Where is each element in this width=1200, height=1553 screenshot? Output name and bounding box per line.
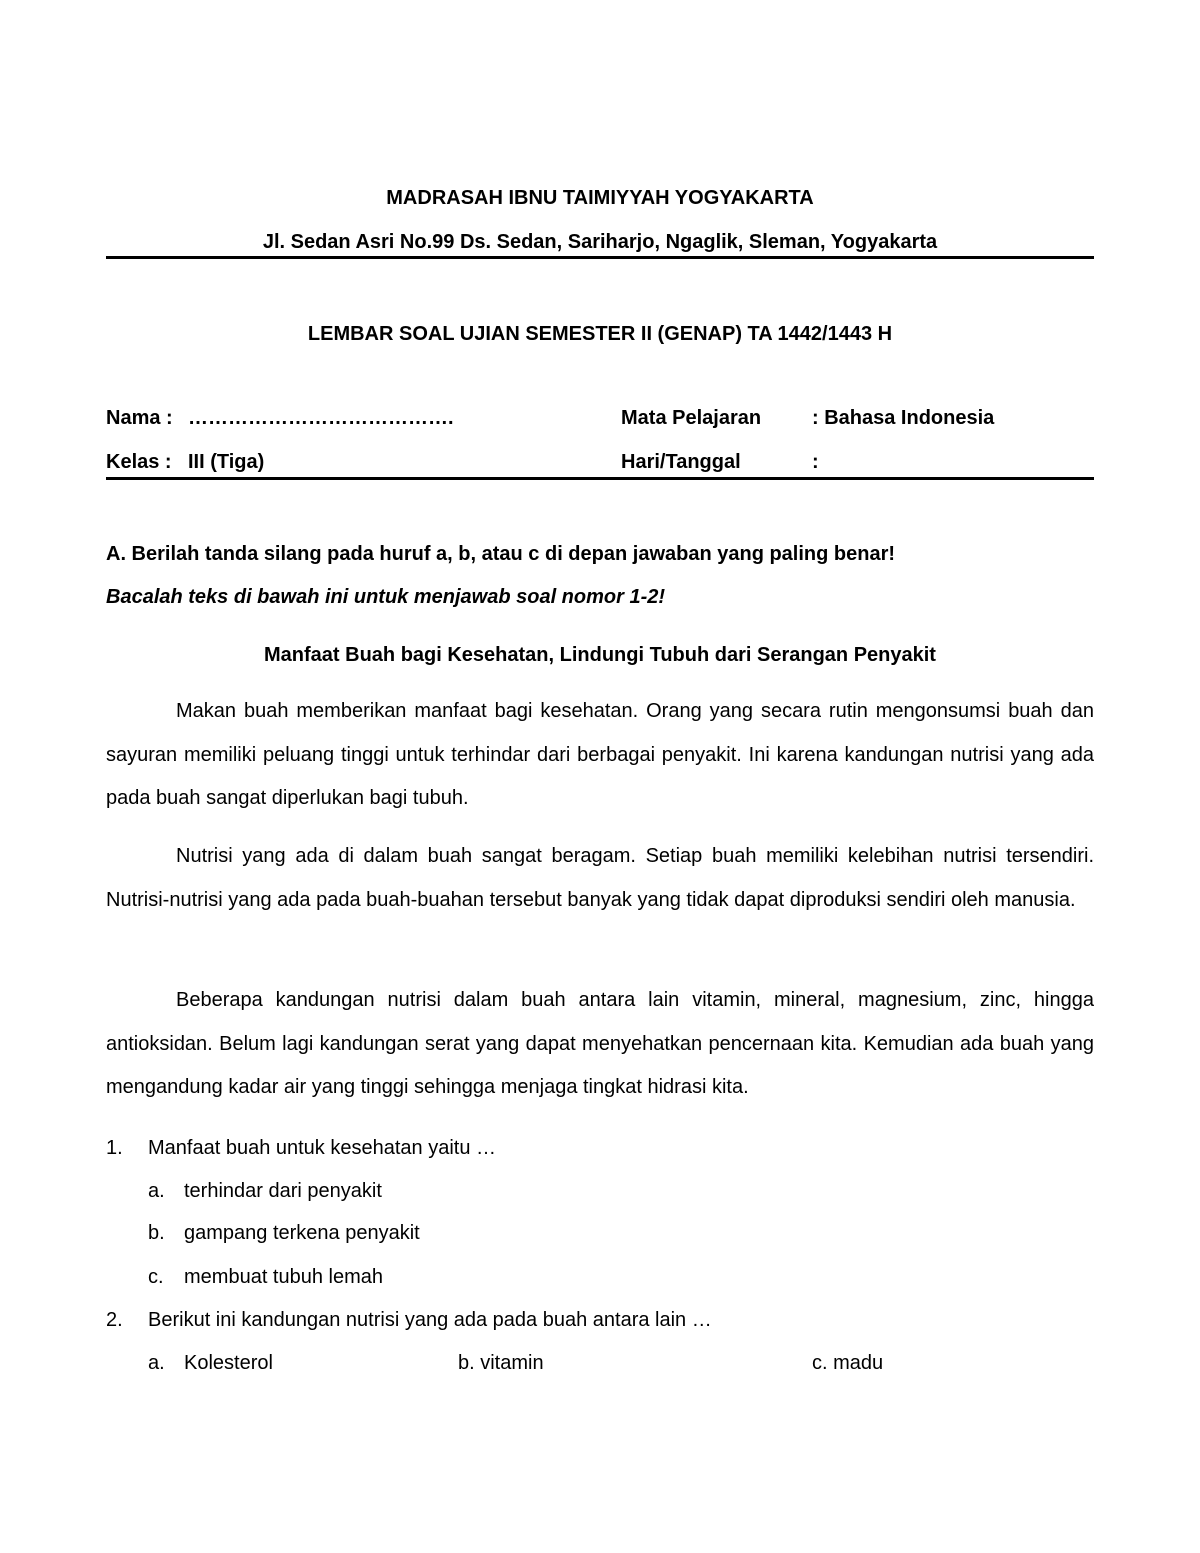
section-a-instruction: A. Berilah tanda silang pada huruf a, b, atau c di depan jawaban yang paling benar! — [106, 543, 896, 565]
passage-paragraph-1 — [106, 690, 1094, 821]
passage-paragraph-3 — [106, 979, 1094, 1110]
mapel-value: : Bahasa Indonesia — [812, 407, 995, 429]
question-number: 1. — [106, 1137, 123, 1159]
passage-title: Manfaat Buah bagi Kesehatan, Lindungi Tubuh dari Serangan Penyakit — [264, 644, 936, 666]
nama-value: …………………………………. — [188, 407, 454, 429]
option-letter: c. — [148, 1266, 164, 1288]
option-text: c. madu — [812, 1352, 884, 1374]
hari-label: Hari/Tanggal — [621, 451, 741, 473]
school-name: MADRASAH IBNU TAIMIYYAH YOGYAKARTA — [386, 187, 814, 209]
reading-note: Bacalah teks di bawah ini untuk menjawab soal nomor 1-2! — [106, 586, 666, 608]
kelas-label: Kelas : — [106, 451, 172, 473]
mapel-label: Mata Pelajaran — [621, 407, 762, 429]
nama-label: Nama : — [106, 407, 173, 429]
question-number: 2. — [106, 1309, 123, 1331]
question-text: Berikut ini kandungan nutrisi yang ada pada buah antara lain … — [148, 1309, 712, 1331]
option-text: membuat tubuh lemah — [184, 1266, 384, 1288]
exam-title: LEMBAR SOAL UJIAN SEMESTER II (GENAP) TA 1442/1443 H — [307, 323, 893, 345]
option-text: gampang terkena penyakit — [184, 1222, 420, 1244]
option-text: Kolesterol — [184, 1352, 273, 1374]
header-divider — [106, 256, 1094, 259]
option-text: terhindar dari penyakit — [184, 1180, 382, 1202]
option-text: b. vitamin — [458, 1352, 544, 1374]
paragraph-text: Beberapa kandungan nutrisi dalam buah antara lain vitamin, mineral, magnesium, zinc, hingga antioksidan. Belum lagi kandungan serat yang dapat menyehatkan pencernaan kita. Kemudian ada buah yang mengandung kadar air yang tinggi sehingga menjaga tingkat hidrasi kita. — [106, 989, 1094, 1098]
paragraph-text: Nutrisi yang ada di dalam buah sangat beragam. Setiap buah memiliki kelebihan nutrisi tersendiri. Nutrisi-nutrisi yang ada pada buah-buahan tersebut banyak yang tidak dapat diproduksi sendiri oleh manusia. — [106, 845, 1094, 911]
kelas-value: III (Tiga) — [188, 451, 265, 473]
school-address: Jl. Sedan Asri No.99 Ds. Sedan, Sariharjo, Ngaglik, Sleman, Yogyakarta — [262, 231, 938, 253]
paragraph-text: Makan buah memberikan manfaat bagi kesehatan. Orang yang secara rutin mengonsumsi buah dan sayuran memiliki peluang tinggi untuk terhindar dari berbagai penyakit. Ini karena kandungan nutrisi yang ada pada buah sangat diperlukan bagi tubuh. — [106, 700, 1094, 809]
hari-value: : — [812, 451, 819, 473]
passage-paragraph-2 — [106, 835, 1094, 922]
option-letter: b. — [148, 1222, 165, 1244]
info-divider — [106, 477, 1094, 480]
question-text: Manfaat buah untuk kesehatan yaitu … — [148, 1137, 497, 1159]
option-letter: a. — [148, 1352, 165, 1374]
option-letter: a. — [148, 1180, 165, 1202]
